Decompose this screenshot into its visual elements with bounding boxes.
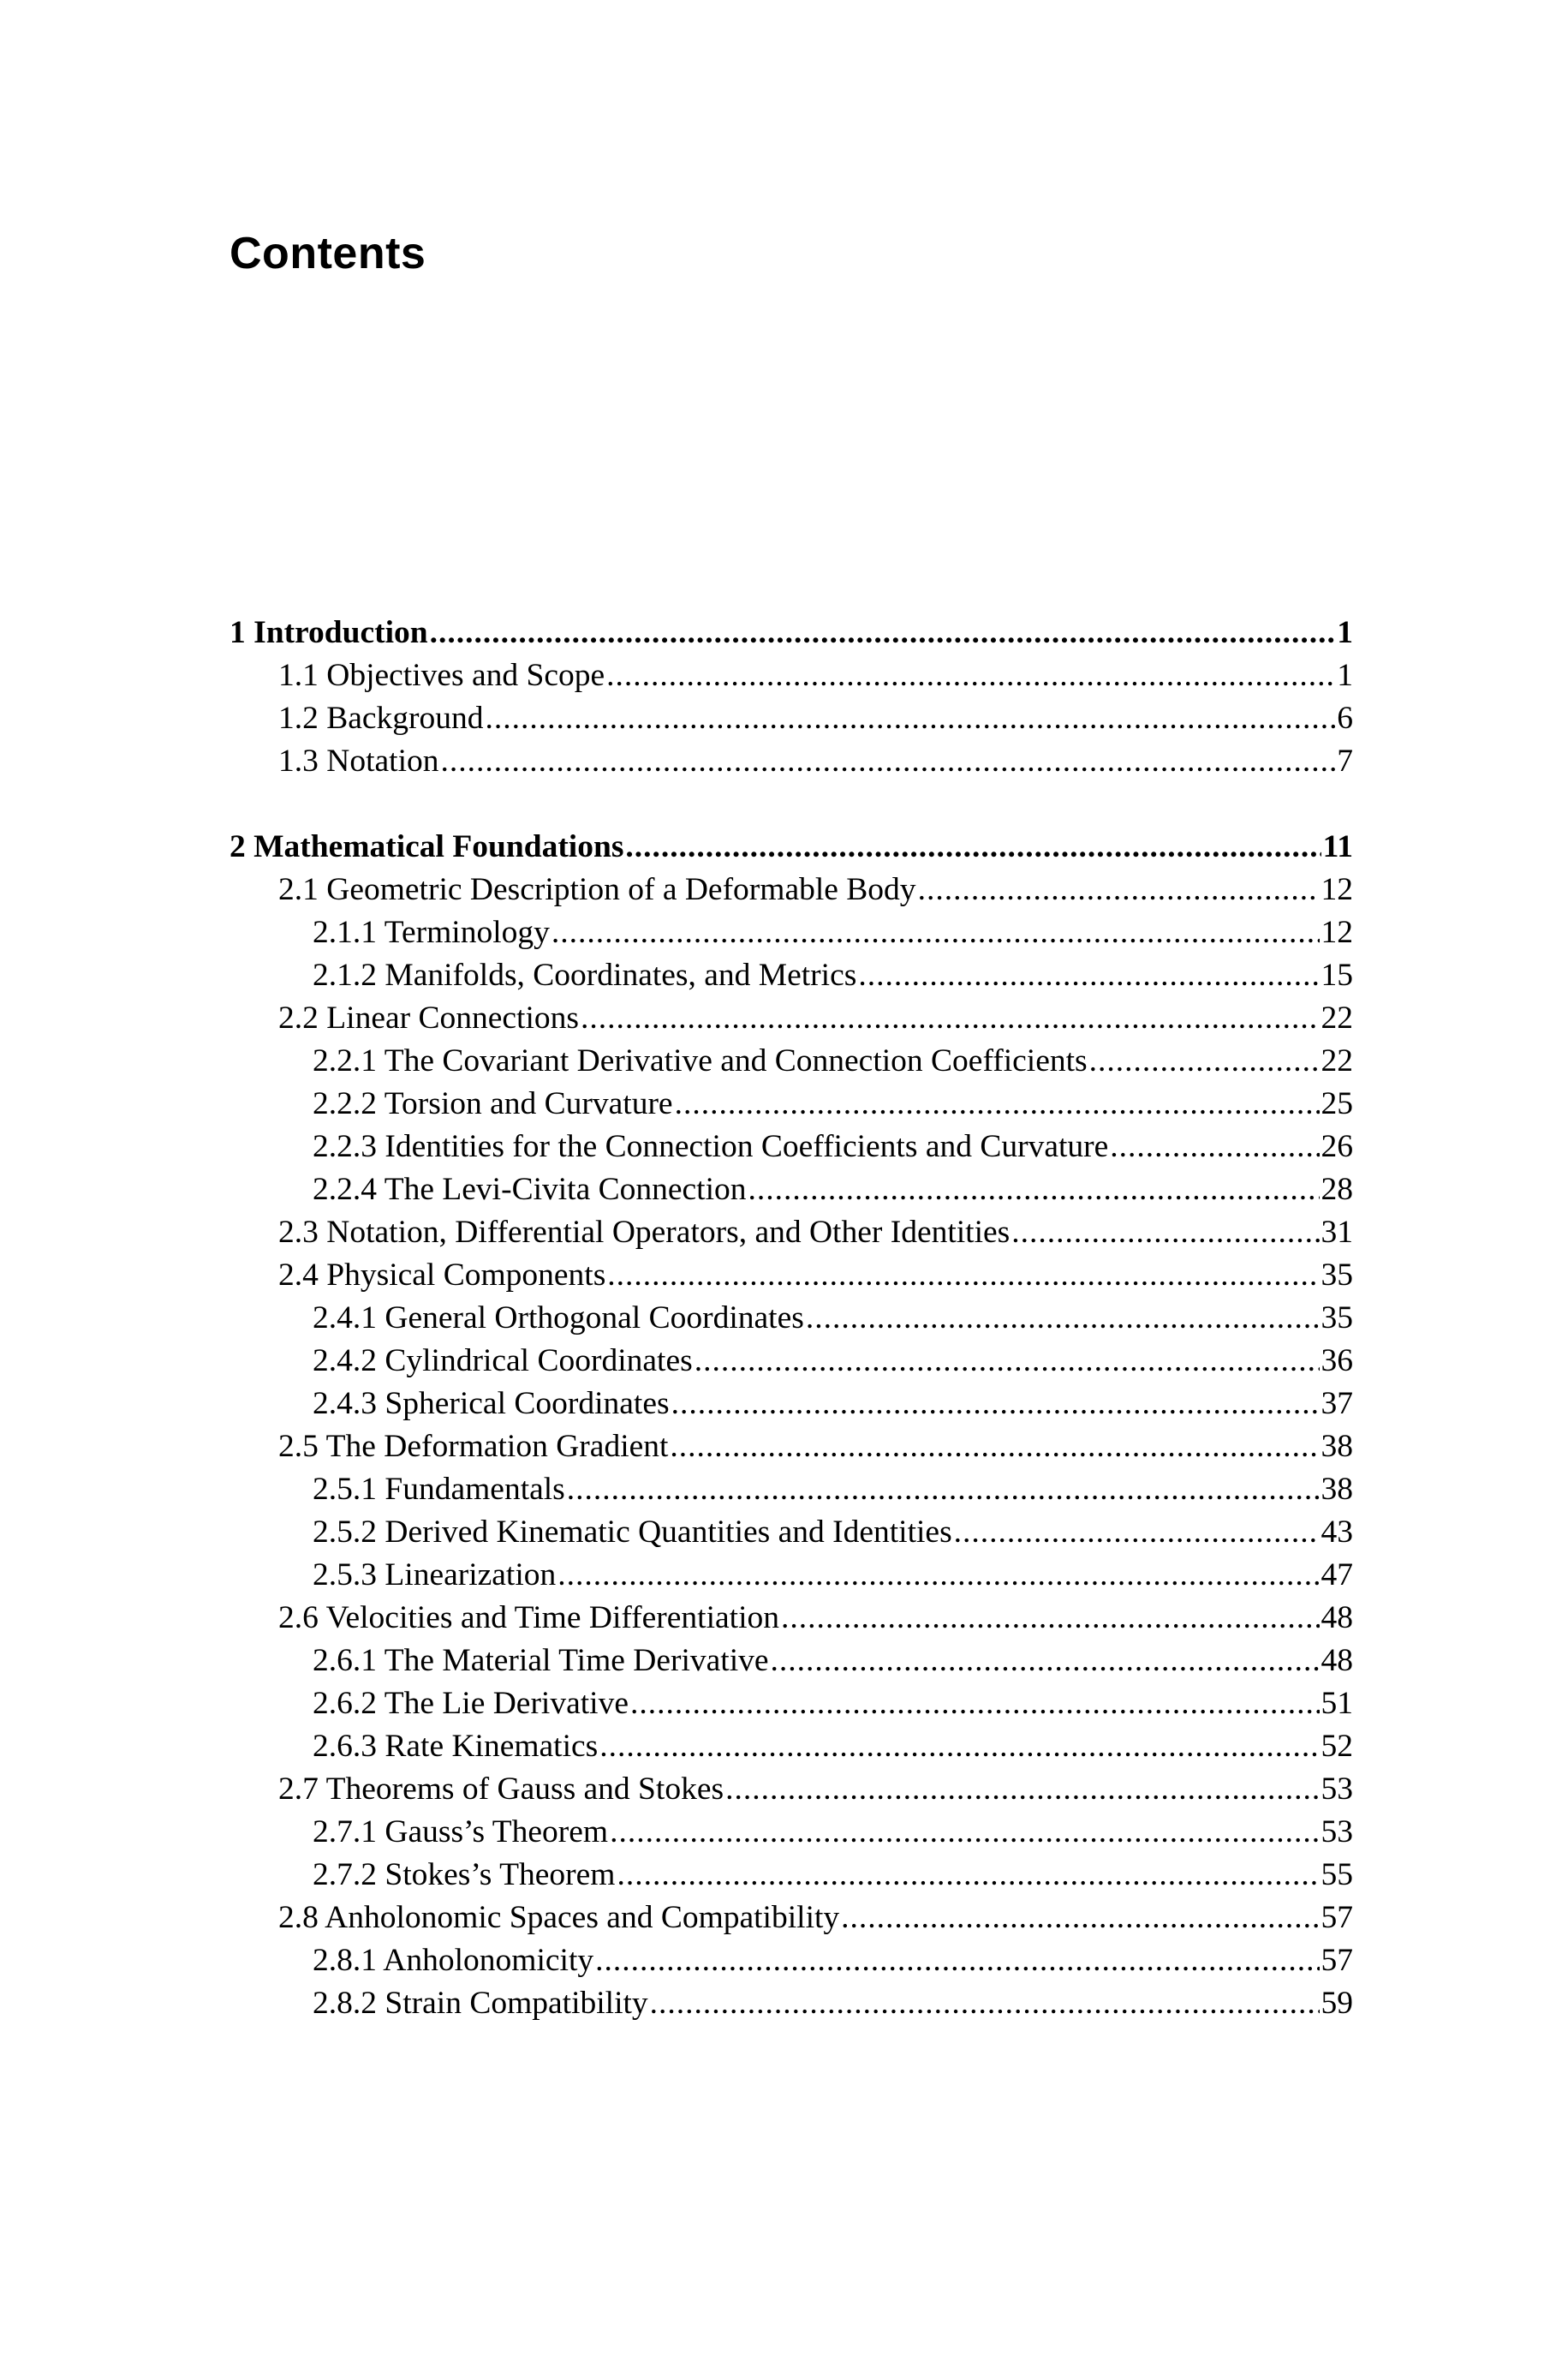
toc-leader — [771, 1640, 1320, 1682]
toc-section-1-2[interactable] — [230, 697, 1353, 740]
toc-entry-title: 2.6.2 The Lie Derivative — [313, 1686, 629, 1721]
toc-leader — [557, 1554, 1319, 1597]
toc-page-number: 51 — [1321, 1686, 1353, 1721]
toc-page-number: 38 — [1321, 1472, 1353, 1507]
toc-page-number: 43 — [1321, 1515, 1353, 1550]
toc-page-number: 7 — [1337, 744, 1353, 779]
toc-page-number: 38 — [1321, 1429, 1353, 1464]
toc-leader — [650, 1982, 1320, 2025]
toc-entry-title: 2.5.2 Derived Kinematic Quantities and Identities — [313, 1515, 952, 1550]
toc-entry-title: 2.2.1 The Covariant Derivative and Connection Coefficients — [313, 1043, 1088, 1078]
table-of-contents — [230, 612, 1353, 2025]
toc-chapter-2[interactable] — [230, 826, 1353, 869]
toc-entry-title: 2 Mathematical Foundations — [230, 829, 624, 864]
toc-page-number: 57 — [1321, 1900, 1353, 1935]
toc-leader — [671, 1383, 1320, 1425]
toc-entry-title: 2.5 The Deformation Gradient — [278, 1429, 669, 1464]
toc-leader — [607, 1254, 1319, 1297]
toc-leader — [551, 911, 1320, 954]
toc-subsection-2-2-1[interactable] — [230, 1040, 1353, 1083]
toc-entry-title: 2.1.2 Manifolds, Coordinates, and Metrics — [313, 958, 857, 993]
toc-entry-title: 2.4.2 Cylindrical Coordinates — [313, 1343, 693, 1378]
toc-page-number: 11 — [1322, 829, 1353, 864]
toc-subsection-2-6-2[interactable] — [230, 1682, 1353, 1725]
toc-page-number: 47 — [1321, 1557, 1353, 1592]
toc-page-number: 52 — [1321, 1729, 1353, 1764]
toc-entry-title: 1.1 Objectives and Scope — [278, 658, 605, 693]
toc-leader — [595, 1939, 1319, 1982]
toc-leader — [599, 1725, 1319, 1768]
toc-entry-title: 2.2.2 Torsion and Curvature — [313, 1086, 673, 1121]
toc-subsection-2-1-1[interactable] — [230, 911, 1353, 954]
toc-leader — [430, 612, 1336, 654]
toc-entry-title: 1.3 Notation — [278, 744, 439, 779]
toc-leader — [1089, 1040, 1320, 1083]
toc-subsection-2-7-2[interactable] — [230, 1854, 1353, 1897]
toc-section-2-8[interactable] — [230, 1897, 1353, 1939]
toc-entry-title: 2.7.1 Gauss’s Theorem — [313, 1814, 609, 1849]
toc-section-2-6[interactable] — [230, 1597, 1353, 1640]
toc-entry-title: 2.2.4 The Levi-Civita Connection — [313, 1172, 747, 1207]
toc-leader — [1110, 1126, 1319, 1168]
toc-page-number: 35 — [1321, 1300, 1353, 1335]
toc-leader — [806, 1297, 1320, 1340]
toc-page-number: 1 — [1337, 658, 1353, 693]
toc-section-2-7[interactable] — [230, 1768, 1353, 1811]
toc-entry-title: 2.8.1 Anholonomicity — [313, 1943, 594, 1978]
toc-entry-title: 2.8.2 Strain Compatibility — [313, 1986, 648, 2021]
toc-entry-title: 2.5.3 Linearization — [313, 1557, 557, 1592]
toc-page-number: 1 — [1337, 615, 1353, 650]
toc-page-number: 28 — [1321, 1172, 1353, 1207]
toc-entry-title: 2.4.1 General Orthogonal Coordinates — [313, 1300, 804, 1335]
toc-entry-title: 2.4.3 Spherical Coordinates — [313, 1386, 670, 1421]
toc-leader — [606, 654, 1335, 697]
toc-subsection-2-1-2[interactable] — [230, 954, 1353, 997]
toc-leader — [858, 954, 1319, 997]
toc-subsection-2-8-1[interactable] — [230, 1939, 1353, 1982]
toc-page-number: 48 — [1321, 1643, 1353, 1678]
toc-subsection-2-5-1[interactable] — [230, 1468, 1353, 1511]
toc-entry-title: 1.2 Background — [278, 701, 484, 736]
toc-page-number: 26 — [1321, 1129, 1353, 1164]
toc-leader — [695, 1340, 1320, 1383]
toc-section-1-1[interactable] — [230, 654, 1353, 697]
toc-page-number: 25 — [1321, 1086, 1353, 1121]
toc-leader — [748, 1168, 1320, 1211]
toc-page-number: 6 — [1337, 701, 1353, 736]
toc-page-number: 53 — [1321, 1772, 1353, 1807]
toc-leader — [610, 1811, 1319, 1854]
toc-subsection-2-2-4[interactable] — [230, 1168, 1353, 1211]
toc-subsection-2-5-2[interactable] — [230, 1511, 1353, 1554]
toc-entry-title: 2.6.3 Rate Kinematics — [313, 1729, 599, 1764]
toc-entry-title: 2.6 Velocities and Time Differentiation — [278, 1600, 780, 1635]
toc-section-1-3[interactable] — [230, 740, 1353, 783]
toc-leader — [1011, 1211, 1319, 1254]
toc-leader — [841, 1897, 1319, 1939]
toc-leader — [670, 1425, 1319, 1468]
toc-entry-title: 2.1 Geometric Description of a Deformable Body — [278, 872, 916, 907]
toc-subsection-2-6-1[interactable] — [230, 1640, 1353, 1682]
toc-page-number: 12 — [1321, 872, 1353, 907]
toc-page-number: 55 — [1321, 1857, 1353, 1892]
toc-subsection-2-2-2[interactable] — [230, 1083, 1353, 1126]
toc-page-number: 15 — [1321, 958, 1353, 993]
toc-section-2-2[interactable] — [230, 997, 1353, 1040]
toc-page-number: 48 — [1321, 1600, 1353, 1635]
toc-entry-title: 2.3 Notation, Differential Operators, and Other Identities — [278, 1215, 1011, 1250]
toc-leader — [486, 697, 1336, 740]
toc-page-number: 22 — [1321, 1043, 1353, 1078]
toc-entry-title: 2.5.1 Fundamentals — [313, 1472, 565, 1507]
toc-subsection-2-4-2[interactable] — [230, 1340, 1353, 1383]
toc-subsection-2-8-2[interactable] — [230, 1982, 1353, 2025]
toc-page-number: 57 — [1321, 1943, 1353, 1978]
toc-entry-title: 2.1.1 Terminology — [313, 915, 550, 950]
toc-entry-title: 2.8 Anholonomic Spaces and Compatibility — [278, 1900, 840, 1935]
toc-section-2-1[interactable] — [230, 869, 1353, 911]
toc-entry-title: 2.2.3 Identities for the Connection Coefficients and Curvature — [313, 1129, 1109, 1164]
toc-entry-title: 2.4 Physical Components — [278, 1258, 606, 1293]
toc-leader — [567, 1468, 1320, 1511]
toc-leader — [581, 997, 1320, 1040]
toc-leader — [630, 1682, 1320, 1725]
toc-section-2-5[interactable] — [230, 1425, 1353, 1468]
toc-subsection-2-5-3[interactable] — [230, 1554, 1353, 1597]
page-title: Contents — [230, 229, 426, 278]
toc-leader — [781, 1597, 1319, 1640]
toc-leader — [617, 1854, 1319, 1897]
toc-entry-title: 2.6.1 The Material Time Derivative — [313, 1643, 769, 1678]
toc-entry-title: 2.7.2 Stokes’s Theorem — [313, 1857, 616, 1892]
toc-section-2-3[interactable] — [230, 1211, 1353, 1254]
toc-page-number: 36 — [1321, 1343, 1353, 1378]
toc-subsection-2-4-1[interactable] — [230, 1297, 1353, 1340]
toc-subsection-2-7-1[interactable] — [230, 1811, 1353, 1854]
toc-page-number: 31 — [1321, 1215, 1353, 1250]
toc-leader — [625, 826, 1321, 869]
toc-page-number: 22 — [1321, 1001, 1353, 1036]
toc-entry-title: 2.2 Linear Connections — [278, 1001, 579, 1036]
toc-subsection-2-6-3[interactable] — [230, 1725, 1353, 1768]
toc-section-2-4[interactable] — [230, 1254, 1353, 1297]
toc-leader — [954, 1511, 1320, 1554]
toc-page-number: 59 — [1321, 1986, 1353, 2021]
toc-page-number: 37 — [1321, 1386, 1353, 1421]
toc-page-number: 35 — [1321, 1258, 1353, 1293]
toc-leader — [918, 869, 1320, 911]
toc-page-number: 53 — [1321, 1814, 1353, 1849]
toc-entry-title: 1 Introduction — [230, 615, 428, 650]
toc-leader — [675, 1083, 1320, 1126]
toc-entry-title: 2.7 Theorems of Gauss and Stokes — [278, 1772, 724, 1807]
toc-page-number: 12 — [1321, 915, 1353, 950]
toc-chapter-1[interactable] — [230, 612, 1353, 654]
toc-leader — [440, 740, 1335, 783]
toc-leader — [725, 1768, 1319, 1811]
toc-subsection-2-4-3[interactable] — [230, 1383, 1353, 1425]
toc-subsection-2-2-3[interactable] — [230, 1126, 1353, 1168]
